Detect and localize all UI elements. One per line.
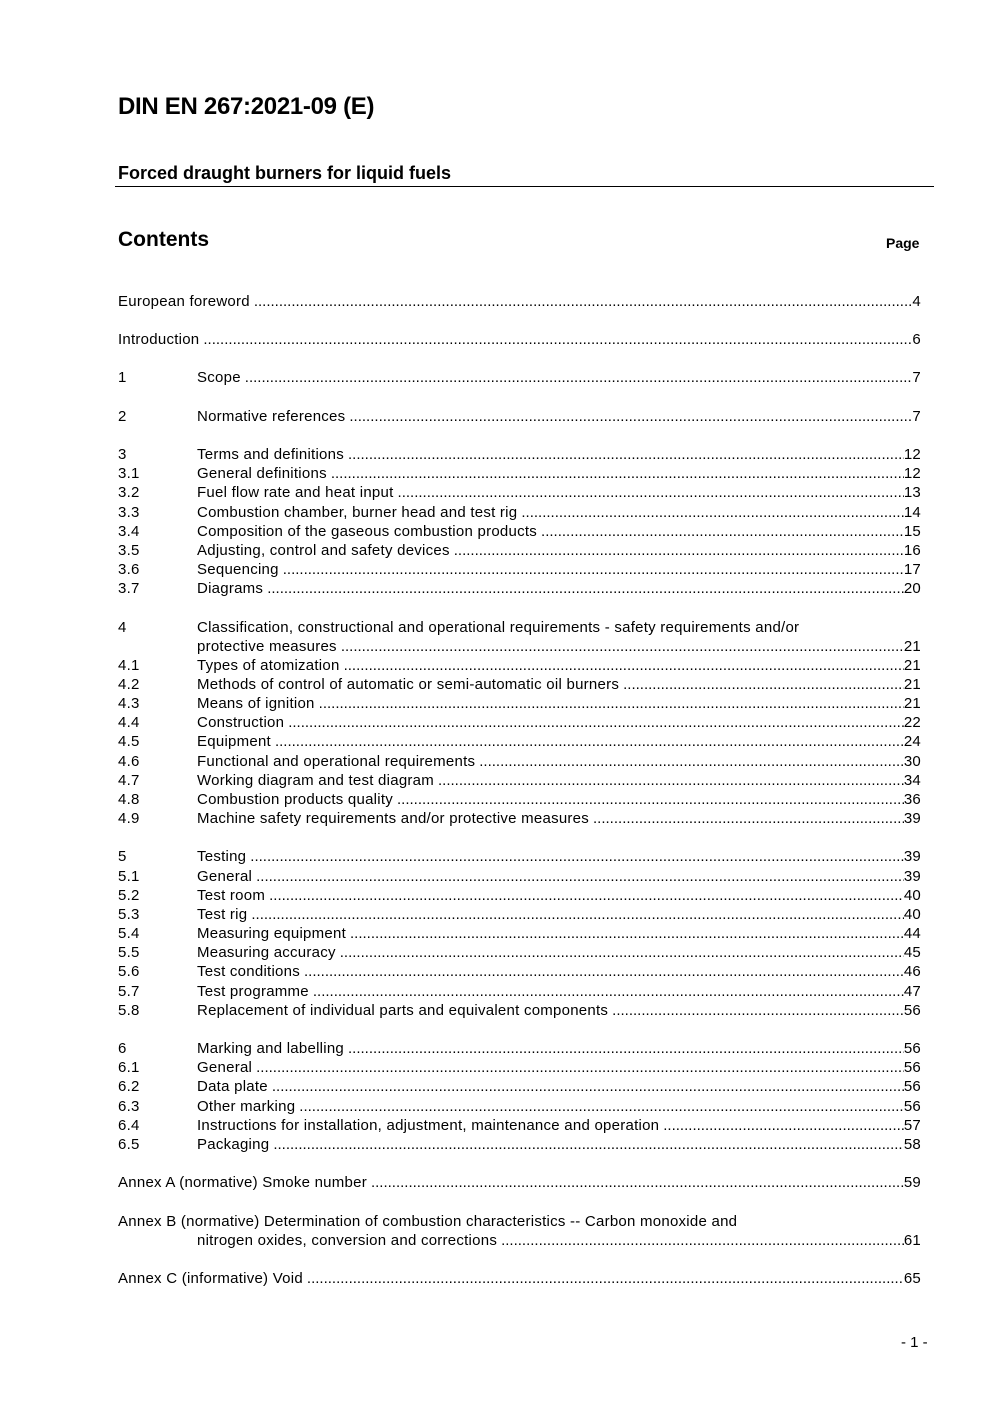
toc-entry[interactable] xyxy=(118,483,921,502)
toc-entry-page: 46 xyxy=(903,963,921,980)
toc-entry[interactable] xyxy=(118,886,921,905)
toc-entry-title: Testing xyxy=(197,848,247,865)
toc-entry[interactable] xyxy=(118,1269,921,1288)
toc-leader-dots xyxy=(288,713,904,732)
toc-entry-title: Test rig xyxy=(197,906,248,923)
toc-leader-dots xyxy=(663,1116,904,1135)
toc-entry-number: 5.7 xyxy=(118,983,140,1000)
toc-entry[interactable] xyxy=(118,407,921,426)
toc-entry-number: 5.5 xyxy=(118,944,140,961)
toc-entry-title: Types of atomization xyxy=(197,657,340,674)
toc-entry[interactable] xyxy=(118,1039,921,1058)
toc-entry-title: European foreword xyxy=(118,293,250,310)
toc-entry[interactable] xyxy=(118,943,921,962)
toc-entry-number: 2 xyxy=(118,408,127,425)
toc-entry[interactable] xyxy=(118,752,921,771)
toc-leader-dots xyxy=(623,675,904,694)
toc-entry[interactable] xyxy=(118,867,921,886)
toc-entry-title: Measuring accuracy xyxy=(197,944,336,961)
toc-entry-title: Methods of control of automatic or semi-automatic oil burners xyxy=(197,676,620,693)
toc-leader-dots xyxy=(501,1231,904,1250)
toc-entry[interactable] xyxy=(118,1058,921,1077)
toc-entry-number: 4.9 xyxy=(118,810,140,827)
toc-entry-page: 56 xyxy=(903,1078,921,1095)
toc-leader-dots xyxy=(438,771,904,790)
toc-entry-number: 3.6 xyxy=(118,561,140,578)
toc-entry-page: 17 xyxy=(903,561,921,578)
toc-entry[interactable] xyxy=(118,962,921,981)
toc-entry-number: 4.2 xyxy=(118,676,140,693)
toc-leader-dots xyxy=(275,732,904,751)
toc-entry-page: 12 xyxy=(903,465,921,482)
toc-entry-title: Test room xyxy=(197,887,266,904)
toc-entry[interactable] xyxy=(118,790,921,809)
toc-leader-dots xyxy=(313,982,904,1001)
toc-entry-page: 12 xyxy=(903,446,921,463)
toc-leader-dots xyxy=(344,656,904,675)
toc-entry-page: 45 xyxy=(903,944,921,961)
toc-entry-title: Adjusting, control and safety devices xyxy=(197,542,450,559)
toc-entry-number: 4.3 xyxy=(118,695,140,712)
toc-entry[interactable] xyxy=(118,579,921,598)
toc-entry-title: Fuel flow rate and heat input xyxy=(197,484,394,501)
toc-entry-title: General xyxy=(197,1059,253,1076)
toc-entry-number: 4.7 xyxy=(118,772,140,789)
toc-entry-page: 44 xyxy=(903,925,921,942)
toc-entry[interactable] xyxy=(118,713,921,732)
toc-entry-page: 6 xyxy=(912,331,921,348)
toc-leader-dots xyxy=(254,292,913,311)
toc-entry-page: 40 xyxy=(903,887,921,904)
toc-entry-page: 39 xyxy=(903,868,921,885)
toc-entry-title: Means of ignition xyxy=(197,695,315,712)
page-column-heading: Page xyxy=(886,235,920,251)
toc-entry-title: General xyxy=(197,868,253,885)
toc-entry-title: Diagrams xyxy=(197,580,264,597)
toc-entry-number: 5.2 xyxy=(118,887,140,904)
toc-entry-title-continued: nitrogen oxides, conversion and corrections xyxy=(197,1232,498,1249)
toc-entry[interactable] xyxy=(118,982,921,1001)
toc-entry[interactable] xyxy=(118,541,921,560)
toc-leader-dots xyxy=(341,637,904,656)
toc-entry-page: 15 xyxy=(903,523,921,540)
toc-entry-page: 21 xyxy=(903,676,921,693)
toc-entry[interactable] xyxy=(118,694,921,713)
toc-leader-dots xyxy=(256,1058,904,1077)
toc-entry-number: 4.1 xyxy=(118,657,140,674)
toc-leader-dots xyxy=(269,886,904,905)
toc-entry-title: Classification, constructional and operational requirements - safety requirements and/or xyxy=(197,619,800,636)
toc-entry-number: 4.6 xyxy=(118,753,140,770)
document-title: Forced draught burners for liquid fuels xyxy=(118,163,452,183)
toc-entry-page: 56 xyxy=(903,1040,921,1057)
toc-leader-dots xyxy=(251,905,903,924)
toc-entry-number: 4.4 xyxy=(118,714,140,731)
toc-entry-number: 5.4 xyxy=(118,925,140,942)
toc-entry-number: 4.5 xyxy=(118,733,140,750)
toc-entry-page: 21 xyxy=(903,657,921,674)
toc-entry-title: Scope xyxy=(197,369,241,386)
toc-entry-number: 3.2 xyxy=(118,484,140,501)
toc-entry-number: 6 xyxy=(118,1040,127,1057)
toc-entry[interactable] xyxy=(118,847,921,866)
toc-entry-number: 6.4 xyxy=(118,1117,140,1134)
toc-entry[interactable] xyxy=(118,560,921,579)
toc-entry-number: 5 xyxy=(118,848,127,865)
toc-entry-title: Working diagram and test diagram xyxy=(197,772,434,789)
toc-leader-dots xyxy=(371,1173,904,1192)
toc-entry-title: Instructions for installation, adjustment, maintenance and operation xyxy=(197,1117,660,1134)
toc-entry-page: 65 xyxy=(903,1270,921,1287)
toc-entry-page: 21 xyxy=(903,638,921,655)
toc-entry-page: 4 xyxy=(912,293,921,310)
toc-entry[interactable] xyxy=(118,292,921,311)
toc-entry-number: 3.5 xyxy=(118,542,140,559)
toc-entry[interactable] xyxy=(118,503,921,522)
toc-entry-page: 20 xyxy=(903,580,921,597)
toc-entry-page: 14 xyxy=(903,504,921,521)
toc-entry[interactable] xyxy=(118,330,921,349)
toc-entry-page: 16 xyxy=(903,542,921,559)
toc-leader-dots xyxy=(612,1001,904,1020)
toc-entry-title: Combustion chamber, burner head and test rig xyxy=(197,504,518,521)
toc-entry[interactable] xyxy=(118,1212,921,1250)
toc-entry-title: Replacement of individual parts and equivalent components xyxy=(197,1002,609,1019)
toc-entry-number: 5.3 xyxy=(118,906,140,923)
toc-entry-title: Marking and labelling xyxy=(197,1040,345,1057)
toc-leader-dots xyxy=(479,752,904,771)
toc-leader-dots xyxy=(319,694,904,713)
toc-entry-title: Composition of the gaseous combustion products xyxy=(197,523,538,540)
toc-entry-title: Annex A (normative) Smoke number xyxy=(118,1174,367,1191)
toc-entry-title: Annex B (normative) Determination of combustion characteristics -- Carbon monoxide and xyxy=(118,1213,738,1230)
toc-entry-page: 21 xyxy=(903,695,921,712)
toc-entry-page: 7 xyxy=(912,369,921,386)
toc-leader-dots xyxy=(256,867,904,886)
toc-entry-page: 36 xyxy=(903,791,921,808)
toc-entry-page: 58 xyxy=(903,1136,921,1153)
toc-entry[interactable] xyxy=(118,1173,921,1192)
toc-entry[interactable] xyxy=(118,771,921,790)
toc-leader-dots xyxy=(273,1135,904,1154)
toc-entry-number: 6.5 xyxy=(118,1136,140,1153)
toc-leader-dots xyxy=(267,579,904,598)
toc-entry[interactable] xyxy=(118,618,921,656)
table-of-contents xyxy=(118,0,921,1403)
toc-leader-dots xyxy=(340,943,904,962)
toc-entry-page: 24 xyxy=(903,733,921,750)
toc-entry-number: 3 xyxy=(118,446,127,463)
toc-entry-title-continued: protective measures xyxy=(197,638,337,655)
toc-entry-page: 61 xyxy=(903,1232,921,1249)
toc-leader-dots xyxy=(350,924,904,943)
contents-heading: Contents xyxy=(118,228,209,251)
toc-entry[interactable] xyxy=(118,656,921,675)
toc-entry[interactable] xyxy=(118,1077,921,1096)
toc-entry-title: Test programme xyxy=(197,983,309,1000)
toc-entry-number: 1 xyxy=(118,369,127,386)
toc-entry-page: 34 xyxy=(903,772,921,789)
toc-entry-title: Other marking xyxy=(197,1098,296,1115)
toc-entry[interactable] xyxy=(118,809,921,828)
toc-entry[interactable] xyxy=(118,368,921,387)
toc-entry-page: 40 xyxy=(903,906,921,923)
toc-entry-number: 3.7 xyxy=(118,580,140,597)
toc-leader-dots xyxy=(348,445,904,464)
toc-entry[interactable] xyxy=(118,1116,921,1135)
toc-entry-title: General definitions xyxy=(197,465,327,482)
toc-entry-number: 4 xyxy=(118,619,127,636)
toc-leader-dots xyxy=(521,503,903,522)
toc-entry-number: 4.8 xyxy=(118,791,140,808)
toc-leader-dots xyxy=(348,1039,904,1058)
toc-leader-dots xyxy=(331,464,904,483)
toc-entry-number: 3.1 xyxy=(118,465,140,482)
toc-leader-dots xyxy=(398,483,904,502)
toc-entry-page: 59 xyxy=(903,1174,921,1191)
toc-entry-title: Measuring equipment xyxy=(197,925,347,942)
toc-leader-dots xyxy=(304,962,904,981)
toc-entry[interactable] xyxy=(118,1135,921,1154)
toc-leader-dots xyxy=(454,541,904,560)
toc-entry-number: 3.3 xyxy=(118,504,140,521)
toc-entry-title: Introduction xyxy=(118,331,200,348)
toc-entry[interactable] xyxy=(118,1097,921,1116)
toc-entry-page: 56 xyxy=(903,1002,921,1019)
toc-entry-page: 22 xyxy=(903,714,921,731)
toc-entry-number: 5.6 xyxy=(118,963,140,980)
toc-entry-title: Terms and definitions xyxy=(197,446,344,463)
toc-entry-title: Test conditions xyxy=(197,963,300,980)
toc-entry-title: Annex C (informative) Void xyxy=(118,1270,303,1287)
toc-entry[interactable] xyxy=(118,445,921,464)
toc-entry-number: 5.1 xyxy=(118,868,140,885)
toc-entry-title: Sequencing xyxy=(197,561,279,578)
toc-entry[interactable] xyxy=(118,675,921,694)
toc-entry-page: 39 xyxy=(903,810,921,827)
toc-entry-number: 6.2 xyxy=(118,1078,140,1095)
page-number: - 1 - xyxy=(901,1334,928,1351)
toc-leader-dots xyxy=(541,522,904,541)
toc-entry-page: 7 xyxy=(912,408,921,425)
toc-leader-dots xyxy=(397,790,904,809)
toc-entry-title: Packaging xyxy=(197,1136,270,1153)
toc-entry-number: 5.8 xyxy=(118,1002,140,1019)
toc-entry[interactable] xyxy=(118,924,921,943)
toc-entry-title: Normative references xyxy=(197,408,346,425)
toc-entry-page: 39 xyxy=(903,848,921,865)
toc-entry-title: Construction xyxy=(197,714,285,731)
toc-leader-dots xyxy=(245,368,913,387)
toc-entry-title: Functional and operational requirements xyxy=(197,753,476,770)
toc-leader-dots xyxy=(307,1269,904,1288)
toc-leader-dots xyxy=(299,1097,904,1116)
toc-entry-number: 6.1 xyxy=(118,1059,140,1076)
toc-entry-page: 13 xyxy=(903,484,921,501)
toc-entry-title: Equipment xyxy=(197,733,271,750)
toc-entry[interactable] xyxy=(118,732,921,751)
toc-leader-dots xyxy=(250,847,904,866)
toc-entry[interactable] xyxy=(118,464,921,483)
toc-entry-number: 6.3 xyxy=(118,1098,140,1115)
toc-entry-page: 57 xyxy=(903,1117,921,1134)
toc-leader-dots xyxy=(203,330,912,349)
toc-entry[interactable] xyxy=(118,905,921,924)
toc-entry-number: 3.4 xyxy=(118,523,140,540)
toc-entry-page: 56 xyxy=(903,1098,921,1115)
toc-entry-page: 30 xyxy=(903,753,921,770)
toc-leader-dots xyxy=(272,1077,904,1096)
toc-leader-dots xyxy=(593,809,904,828)
toc-entry[interactable] xyxy=(118,1001,921,1020)
toc-entry[interactable] xyxy=(118,522,921,541)
document-id: DIN EN 267:2021-09 (E) xyxy=(118,93,375,120)
toc-entry-title: Data plate xyxy=(197,1078,268,1095)
toc-leader-dots xyxy=(349,407,912,426)
toc-entry-title: Combustion products quality xyxy=(197,791,394,808)
toc-entry-title: Machine safety requirements and/or protective measures xyxy=(197,810,590,827)
toc-entry-page: 56 xyxy=(903,1059,921,1076)
toc-leader-dots xyxy=(283,560,904,579)
toc-entry-page: 47 xyxy=(903,983,921,1000)
